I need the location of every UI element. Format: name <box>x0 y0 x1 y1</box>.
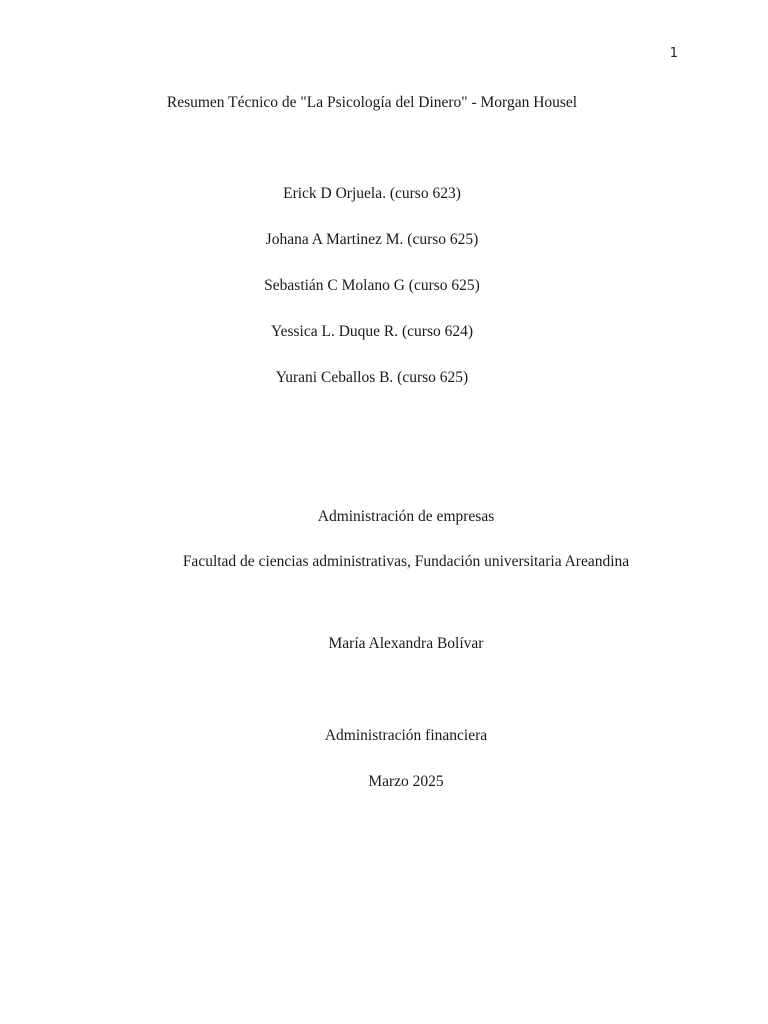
program-name: Administración de empresas <box>317 508 495 525</box>
author-line: Yessica L. Duque R. (curso 624) <box>270 323 474 340</box>
author-line: Erick D Orjuela. (curso 623) <box>283 185 461 202</box>
document-date: Marzo 2025 <box>368 773 444 790</box>
document-title: Resumen Técnico de "La Psicología del Dinero" - Morgan Housel <box>166 94 578 111</box>
faculty-name: Facultad de ciencias administrativas, Fundación universitaria Areandina <box>182 553 630 570</box>
page-number: 1 <box>669 46 678 61</box>
instructor-name: María Alexandra Bolívar <box>328 635 484 652</box>
author-line: Yurani Ceballos B. (curso 625) <box>275 369 469 386</box>
author-line: Johana A Martinez M. (curso 625) <box>265 231 479 248</box>
course-name: Administración financiera <box>324 727 488 744</box>
author-line: Sebastián C Molano G (curso 625) <box>264 277 480 294</box>
